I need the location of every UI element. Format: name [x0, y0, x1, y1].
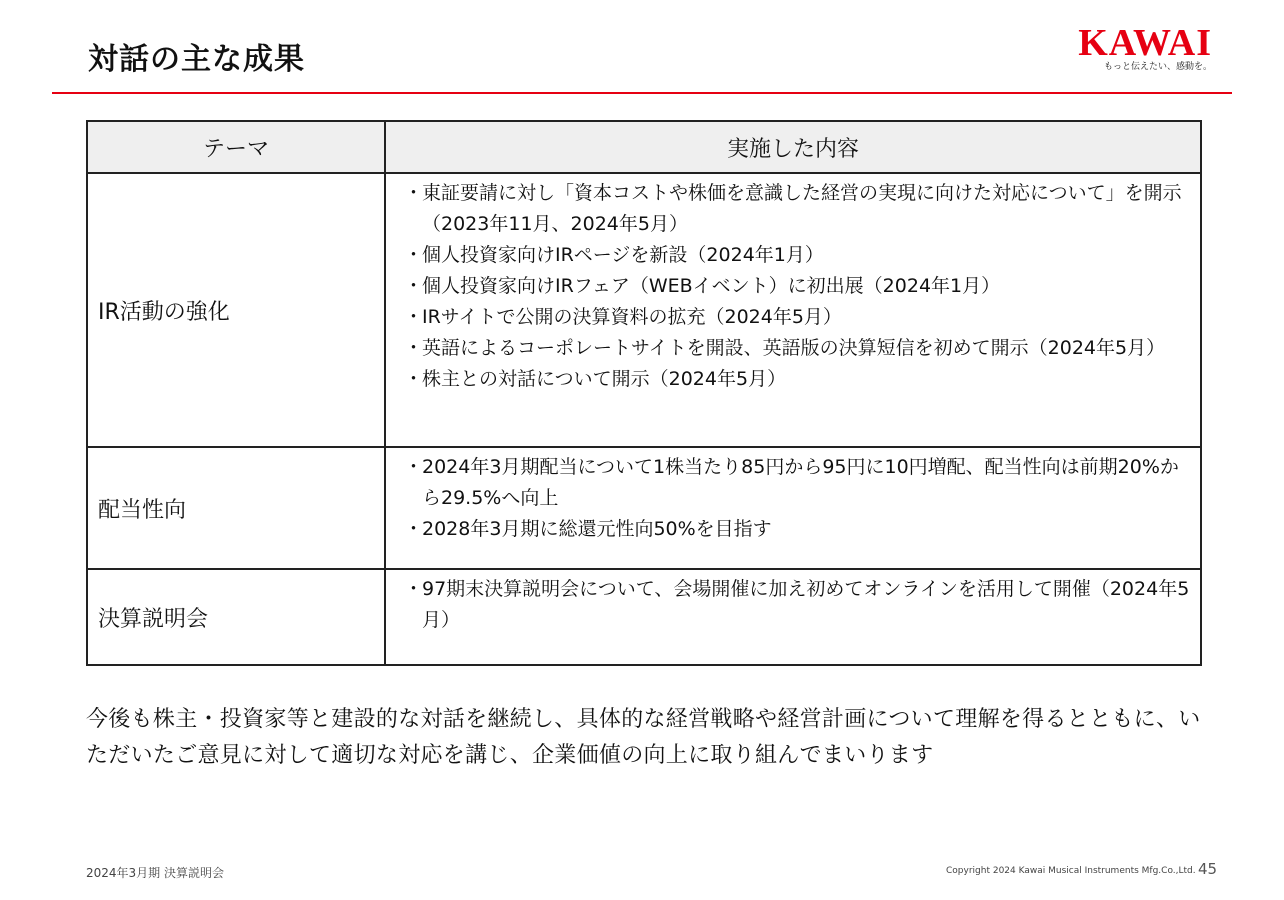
logo-text: KAWAI: [1078, 22, 1212, 64]
header-content: 実施した内容: [385, 121, 1201, 173]
page-number: 45: [1198, 860, 1218, 878]
list-item: ・ IRサイトで公開の決算資料の拡充（2024年5月）: [404, 306, 842, 328]
list-item: ・ 東証要請に対し「資本コストや株価を意識した経営の実現に向けた対応について」を開示（2023年11月、2024年5月）: [404, 182, 1182, 235]
summary-text: 今後も株主・投資家等と建設的な対話を継続し、具体的な経営戦略や経営計画について理解を得るとともに、いただいたご意見に対して適切な対応を講じ、企業価値の向上に取り組んでまいります: [86, 707, 1201, 768]
list-item: ・ 個人投資家向けIRフェア（WEBイベント）に初出展（2024年1月）: [404, 275, 1001, 297]
list-item: ・ 2028年3月期に総還元性向50%を目指す: [404, 518, 772, 540]
table-row: [87, 447, 1201, 569]
list-item: ・ 個人投資家向けIRページを新設（2024年1月）: [404, 244, 824, 266]
header-theme: テーマ: [87, 121, 385, 173]
content-cell: [385, 569, 1201, 665]
kawai-logo: [1062, 24, 1212, 72]
list-item: ・ 株主との対話について開示（2024年5月）: [404, 368, 787, 390]
theme-cell: 決算説明会: [87, 569, 385, 665]
list-item: ・ 2024年3月期配当について1株当たり85円から95円に10円増配、配当性向は前期20%から29.5%へ向上: [404, 456, 1179, 509]
header-divider: [52, 92, 1232, 94]
table-row: [87, 173, 1201, 447]
content-cell: [385, 447, 1201, 569]
list-item: ・ 97期末決算説明会について、会場開催に加え初めてオンラインを活用して開催（2024年5月）: [404, 578, 1190, 631]
logo-tagline: もっと伝えたい、感動を。: [1103, 62, 1212, 72]
theme-cell: IR活動の強化: [87, 173, 385, 447]
dialogue-results-table: [86, 120, 1202, 666]
page-title: 対話の主な成果: [88, 42, 305, 77]
theme-cell: 配当性向: [87, 447, 385, 569]
list-item: ・ 英語によるコーポレートサイトを開設、英語版の決算短信を初めて開示（2024年5月）: [404, 337, 1166, 359]
footer-event-label: 2024年3月期 決算説明会: [86, 866, 224, 880]
footer-copyright: Copyright 2024 Kawai Musical Instruments Mfg.Co.,Ltd.: [946, 866, 1196, 876]
table-row: [87, 569, 1201, 665]
table-header-row: [87, 121, 1201, 173]
content-cell: [385, 173, 1201, 447]
